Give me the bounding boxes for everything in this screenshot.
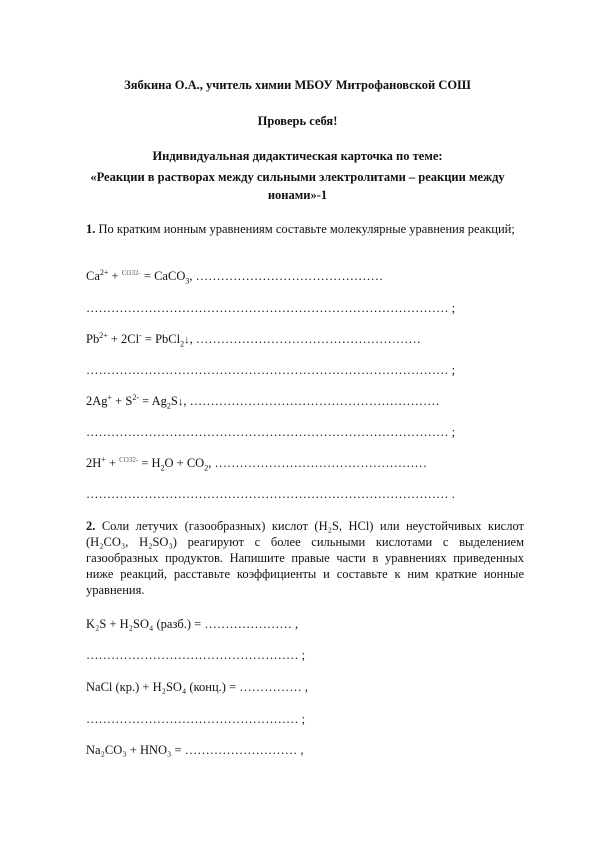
answer-line-1: …………………………………………………………………………… ; xyxy=(86,301,456,315)
card-title: Индивидуальная дидактическая карточка по теме: xyxy=(152,149,443,163)
task1-instruction: По кратким ионным уравнениям составьте молекулярные уравнения реакций; xyxy=(98,222,515,236)
task2-instruction: Соли летучих (газообразных) кислот (H₂S, HCl) или неустойчивых кислот (H₂CO₃, H₂SO₃) реагируют с более сильными кислотами с выделением газообразных продуктов. Напишите правые части в уравнениях приведенных ниже реакций, расставьте коэффициенты и составьте к ним краткие ионные уравнения. xyxy=(86,519,524,597)
precipitate-arrow: ↓ xyxy=(184,334,190,346)
task1-text xyxy=(86,221,524,237)
reaction-2: NaCl (кр.) + H₂SO₄ (конц.) = …………… , xyxy=(86,680,308,694)
equation-3: $2Ag^+ + S^{2-}$ = $Ag_2S↓$, …………………………………………………… xyxy=(86,392,440,411)
answer-line-3: …………………………………………………………………………… ; xyxy=(86,425,456,439)
reaction-1: K₂S + H₂SO₄ (разб.) = ………………… , xyxy=(86,617,299,631)
equation-1: $Ca^{2+} + ^{CO32-}$ = CaCO$_3$, ……………………………………… xyxy=(86,267,384,286)
reaction-2-line: …………………………………………… ; xyxy=(86,712,306,726)
check-title: Проверь себя! xyxy=(257,114,338,128)
task2-text xyxy=(86,518,524,598)
precipitate-arrow: ↓ xyxy=(177,396,184,408)
topic-line-2: ионами»-1 xyxy=(267,188,328,202)
task1-number: 1. xyxy=(86,222,96,236)
equation-4: $2H^+ + ^{CO32-} = H_2O + CO_2$, …………………………………………… xyxy=(86,454,427,473)
author-line: Зябкина О.А., учитель химии МБОУ Митрофановской СОШ xyxy=(124,78,471,92)
equation-2: $Pb^{2+} + 2Cl^-$ = PbCl$_2$↓, ……………………………………………… xyxy=(86,330,421,349)
answer-line-4: …………………………………………………………………………… . xyxy=(86,487,455,501)
task2-number: 2. xyxy=(86,519,96,533)
reaction-1-line: …………………………………………… ; xyxy=(86,648,306,662)
answer-line-2: …………………………………………………………………………… ; xyxy=(86,363,456,377)
topic-line-1: «Реакции в растворах между сильными электролитами – реакции между xyxy=(90,170,505,184)
carbonate-ion: CO32- xyxy=(121,268,141,277)
reaction-3: Na₂CO₃ + HNO₃ = ……………………… , xyxy=(86,743,304,757)
carbonate-ion: CO32- xyxy=(119,455,139,464)
